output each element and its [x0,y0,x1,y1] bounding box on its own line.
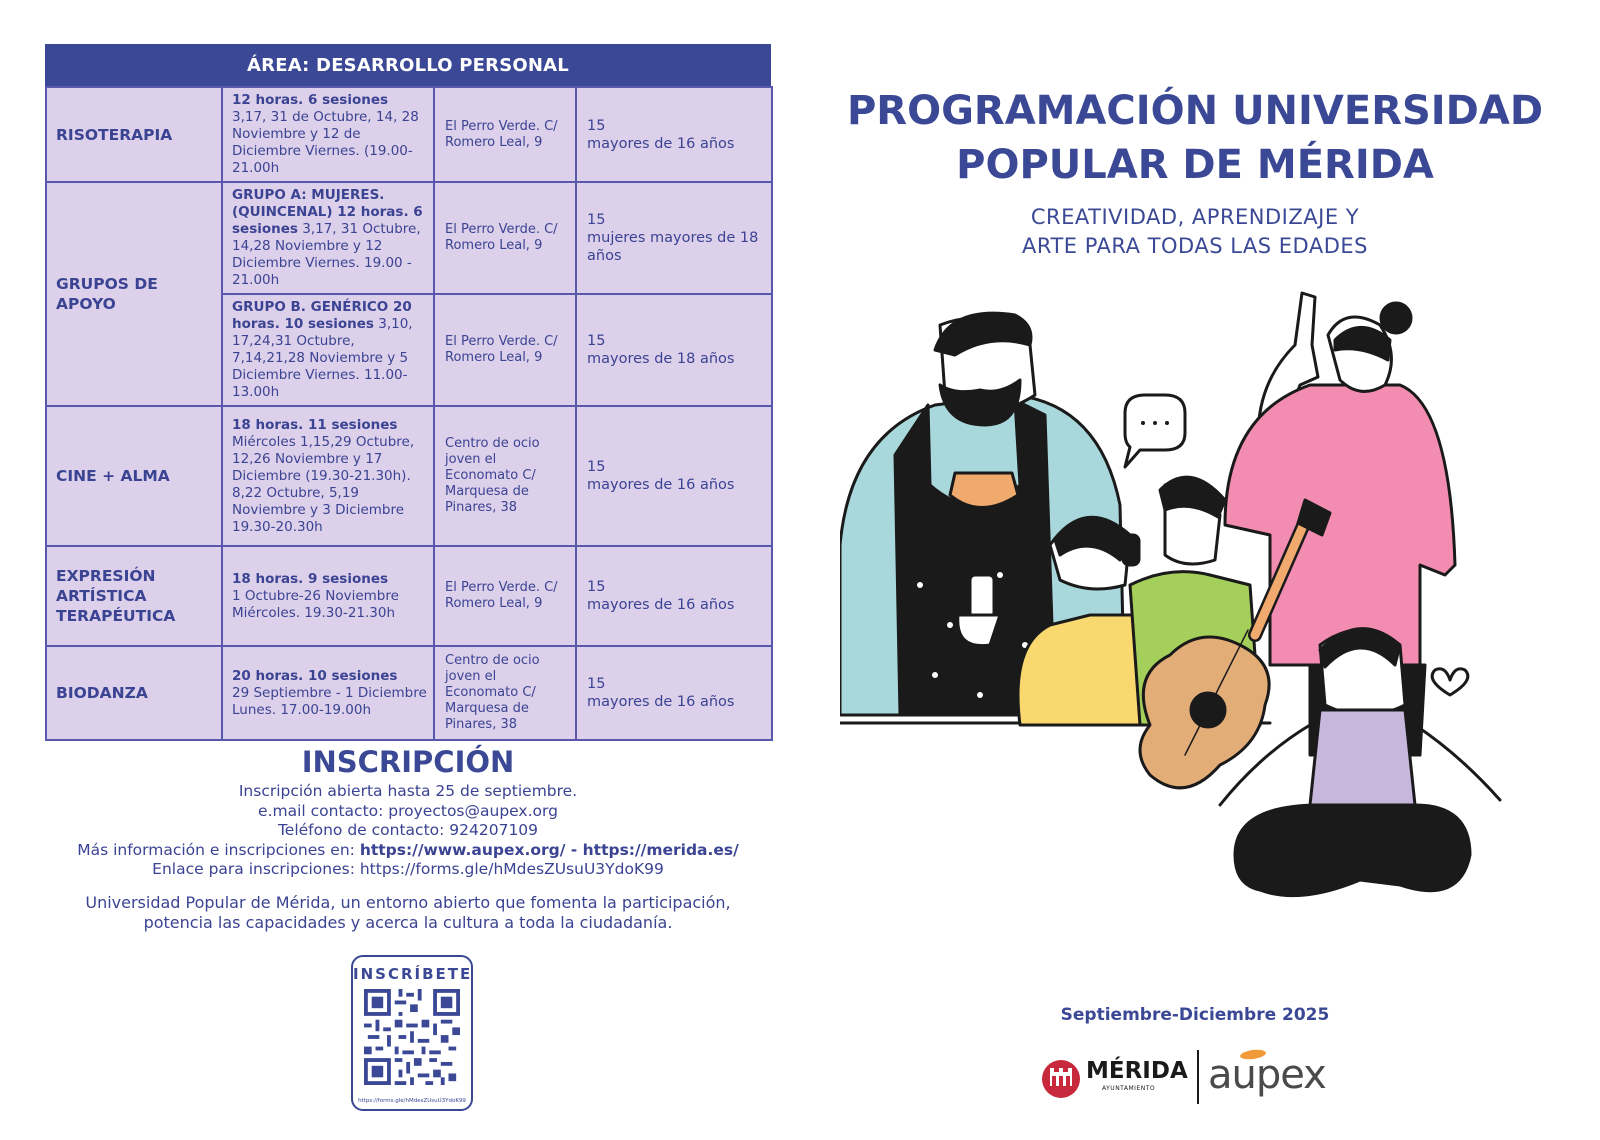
table-row [46,182,772,294]
activity-name: EXPRESIÓN ARTÍSTICA TERAPÉUTICA [46,546,222,646]
schedule-text: 3,10, 17,24,31 Octubre, 7,14,21,28 Noviembre y 5 Diciembre Viernes. 11.00-13.00h [232,316,413,400]
schedule-text: 3,17, 31 Octubre, 14,28 Noviembre y 12 Diciembre Viernes. 19.00 - 21.00h [232,221,421,288]
logo-divider [1197,1050,1199,1104]
schedule-cell [222,546,434,646]
cover-title-line2: POPULAR DE MÉRIDA [956,142,1434,188]
info-links-prefix: Más información e inscripciones en: [77,840,360,859]
capacity: 15 [587,579,606,595]
activity-name: CINE + ALMA [46,406,222,546]
place-cell: El Perro Verde. C/ Romero Leal, 9 [434,294,576,406]
schedule-cell [222,294,434,406]
merida-crest-icon [1040,1058,1082,1100]
place-cell: El Perro Verde. C/ Romero Leal, 9 [434,87,576,182]
schedule-text: 3,17, 31 de Octubre, 14, 28 Noviembre y 12 de Diciembre Viernes. (19.00-21.00h [232,109,419,176]
capacity: 15 [587,117,606,134]
table-row [46,87,772,182]
schedule-bold: 18 horas. 9 sesiones [232,570,389,587]
capacity-cell [576,406,772,546]
about-note-line1: Universidad Popular de Mérida, un entorno abierto que fomenta la participación, [85,892,731,912]
place-cell: El Perro Verde. C/ Romero Leal, 9 [434,182,576,294]
schedule-text: Miércoles 1,15,29 Octubre, 12,26 Noviembre y 17 Diciembre (19.30-21.30h). 8,22 Octubre, 5,19 Noviembre y 3 Diciembre 19.30-20.30h [232,433,415,535]
audience: mayores de 16 años [587,477,735,493]
area-header: ÁREA: DESARROLLO PERSONAL [45,44,771,86]
capacity: 15 [587,333,606,349]
capacity-cell [576,182,772,294]
schedule-text: 1 Octubre-26 Noviembre Miércoles. 19.30-21.30h [232,587,399,621]
about-note-line2: potencia las capacidades y acerca la cultura a toda la ciudadanía. [143,913,673,932]
schedule-bold: GRUPO B. GENÉRICO 20 horas. 10 sesiones [232,299,412,332]
cover-title [830,84,1560,192]
schedule-cell [222,87,434,182]
program-table [45,86,773,741]
schedule-bold: 18 horas. 11 sesiones [232,416,398,433]
qr-code[interactable] [364,989,460,1085]
schedule-cell [222,646,434,740]
logos-bar [1040,1050,1350,1110]
table-row [46,406,772,546]
place-cell: Centro de ocio joven el Economato C/ Marquesa de Pinares, 38 [434,646,576,740]
qr-title: INSCRÍBETE [353,965,473,983]
info-links-urls[interactable]: https://www.aupex.org/ - https://merida.es/ [359,840,739,859]
place-cell: Centro de ocio joven el Economato C/ Marquesa de Pinares, 38 [434,406,576,546]
capacity-cell [576,546,772,646]
capacity-cell [576,294,772,406]
merida-logo-subtext: AYUNTAMIENTO [1102,1085,1156,1092]
program-dates: Septiembre-Diciembre 2025 [1060,1005,1330,1025]
cover-subtitle-line1: CREATIVIDAD, APRENDIZAJE Y [1030,205,1360,229]
about-note [45,893,771,934]
inscription-section [45,744,771,934]
merida-logo-text: MÉRIDA [1086,1058,1188,1084]
activity-name: GRUPOS DE APOYO [46,182,222,406]
schedule-bold: 20 horas. 10 sesiones [232,667,398,684]
activity-name: BIODANZA [46,646,222,740]
activity-name: RISOTERAPIA [46,87,222,182]
schedule-text: 29 Septiembre - 1 Diciembre Lunes. 17.00-19.00h [232,684,427,718]
inscription-title: INSCRIPCIÓN [301,745,515,779]
aupex-logo-text: aupex [1208,1052,1326,1098]
cover-subtitle-line2: ARTE PARA TODAS LAS EDADES [1022,234,1368,258]
schedule-cell [222,406,434,546]
registration-link[interactable]: Enlace para inscripciones: https://forms.gle/hMdesZUsuU3YdoK99 [152,860,664,878]
contact-email: e.mail contacto: proyectos@aupex.org [258,801,558,820]
inscription-deadline: Inscripción abierta hasta 25 de septiembre. [238,782,578,800]
capacity: 15 [587,212,606,228]
capacity-cell [576,646,772,740]
program-table-section [45,44,771,741]
place-cell: El Perro Verde. C/ Romero Leal, 9 [434,546,576,646]
cover-title-line1: PROGRAMACIÓN UNIVERSIDAD [846,88,1544,134]
people-illustration [840,285,1560,945]
table-row [46,546,772,646]
audience: mayores de 16 años [587,135,735,152]
info-links [45,841,771,861]
cover-subtitle [830,203,1560,261]
audience: mayores de 16 años [587,597,735,613]
audience: mujeres mayores de 18 años [587,230,759,264]
capacity: 15 [587,676,606,692]
qr-card[interactable] [351,955,473,1111]
schedule-bold: 12 horas. 6 sesiones [232,92,389,108]
qr-link[interactable]: https://forms.gle/hMdesZUsuU3YdoK99 [358,1098,466,1104]
audience: mayores de 16 años [587,694,735,710]
schedule-cell [222,182,434,294]
schedule-bold: GRUPO A: MUJERES. (QUINCENAL) 12 horas. 6 sesiones [232,187,423,237]
table-row [46,646,772,740]
capacity-cell [576,87,772,182]
audience: mayores de 18 años [587,351,735,367]
contact-phone: Teléfono de contacto: 924207109 [277,821,539,839]
capacity: 15 [587,459,606,475]
